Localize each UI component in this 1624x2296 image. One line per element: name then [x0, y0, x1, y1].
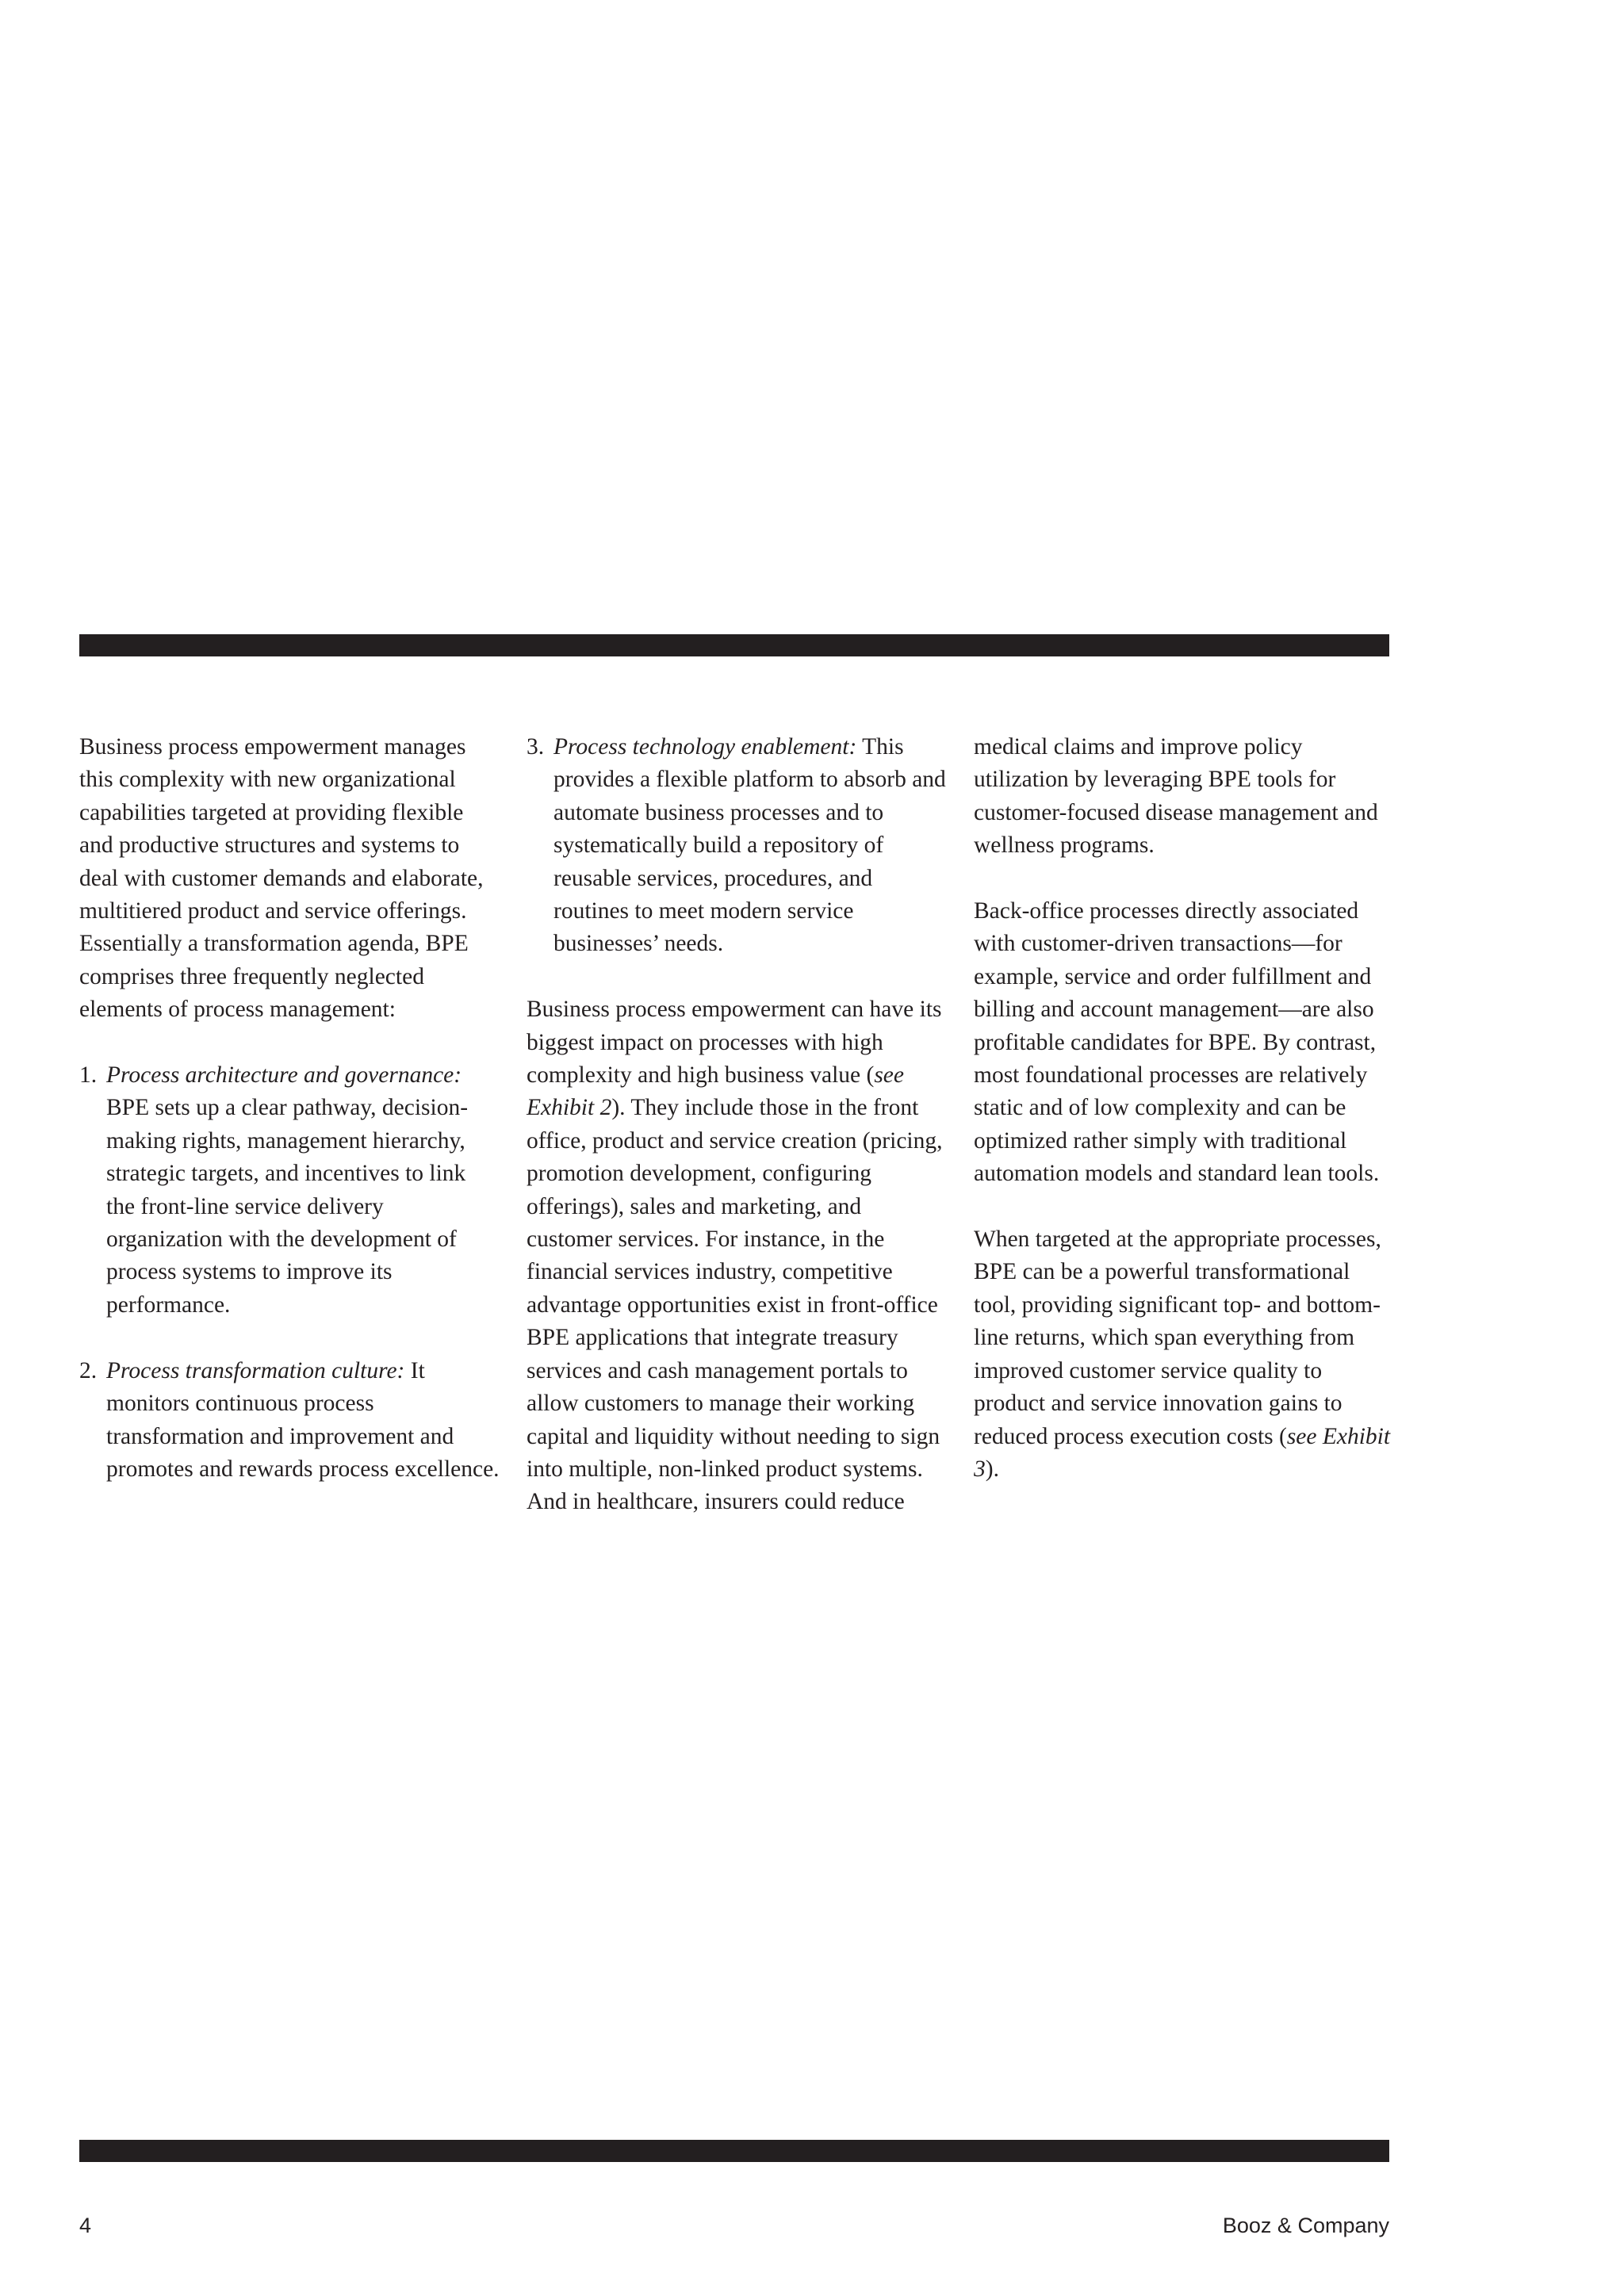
- list-item-process-technology: [527, 731, 947, 961]
- footer-brand: Booz & Company: [1222, 2214, 1389, 2237]
- paragraph-text: ).: [985, 1456, 999, 1482]
- paragraph-text: ). They include those in the front office, product and service creation (pricing, promotion development, configuring offerings), sales and marketing, and customer services. For instance, in the financial services industry, competitive advantage opportunities exist in front-office BPE applications that integrate treasury services and cash management portals to allow customers to manage their working capital and liquidity without needing to sign into multiple, non-linked product systems. And in healthcare, insurers could reduce: [527, 1095, 943, 1515]
- text-column-1: [79, 731, 500, 1519]
- top-divider-bar: [79, 634, 1389, 656]
- conclusion-paragraph: [974, 1223, 1394, 1486]
- list-item-process-culture: [79, 1355, 500, 1487]
- medical-claims-paragraph: medical claims and improve policy utilization by leveraging BPE tools for customer-focused disease management and wellness programs.: [974, 734, 1378, 859]
- list-number: 3.: [527, 734, 545, 760]
- list-item-text: It monitors continuous process transformation and improvement and promotes and rewards process excellence.: [106, 1357, 500, 1482]
- list-item-text: This provides a flexible platform to absorb and automate business processes and to systematically build a repository of reusable services, procedures, and routines to meet modern service businesses’ needs.: [553, 734, 946, 957]
- page-number: 4: [79, 2214, 92, 2237]
- exhibit-2-reference: see Exhibit 2: [527, 1062, 904, 1121]
- exhibit-3-reference: see Exhibit 3: [974, 1423, 1391, 1482]
- list-item-title: Process transformation culture:: [106, 1357, 405, 1383]
- list-number: 1.: [79, 1062, 98, 1089]
- paragraph-text: When targeted at the appropriate processes, BPE can be a powerful transformational tool, providing significant top- and bottom-line returns, which span everything from improved customer service quality to product and service innovation gains to reduced process execution costs (: [974, 1226, 1381, 1449]
- list-item-process-architecture: [79, 1059, 500, 1322]
- intro-paragraph: Business process empowerment manages this complexity with new organizational capabilities targeted at providing flexible and productive structures and systems to deal with customer demands and elaborate, multitiered product and service offerings. Essentially a transformation agenda, BPE comprises three frequently neglected elements of process management:: [79, 734, 484, 1023]
- text-column-2: [527, 731, 947, 1519]
- list-item-title: Process architecture and governance:: [106, 1062, 462, 1089]
- paragraph-text: Business process empowerment can have its biggest impact on processes with high complexity and high business value (: [527, 997, 942, 1089]
- list-number: 2.: [79, 1357, 98, 1383]
- list-item-title: Process technology enablement:: [553, 734, 857, 760]
- back-office-paragraph: Back-office processes directly associated with customer-driven transactions—for example, service and order fulfillment and billing and account management—are also profitable candidates for BPE. By contrast, most foundational processes are relatively static and of low complexity and can be optimized rather simply with traditional automation models and standard lean tools.: [974, 898, 1380, 1187]
- bpe-impact-paragraph: [527, 993, 947, 1519]
- list-item-text: BPE sets up a clear pathway, decision-making rights, management hierarchy, strategic targets, and incentives to link the front-line service delivery organization with the development of process systems to improve its performance.: [106, 1095, 469, 1318]
- bottom-divider-bar: [79, 2140, 1389, 2162]
- text-column-3: [974, 731, 1394, 1486]
